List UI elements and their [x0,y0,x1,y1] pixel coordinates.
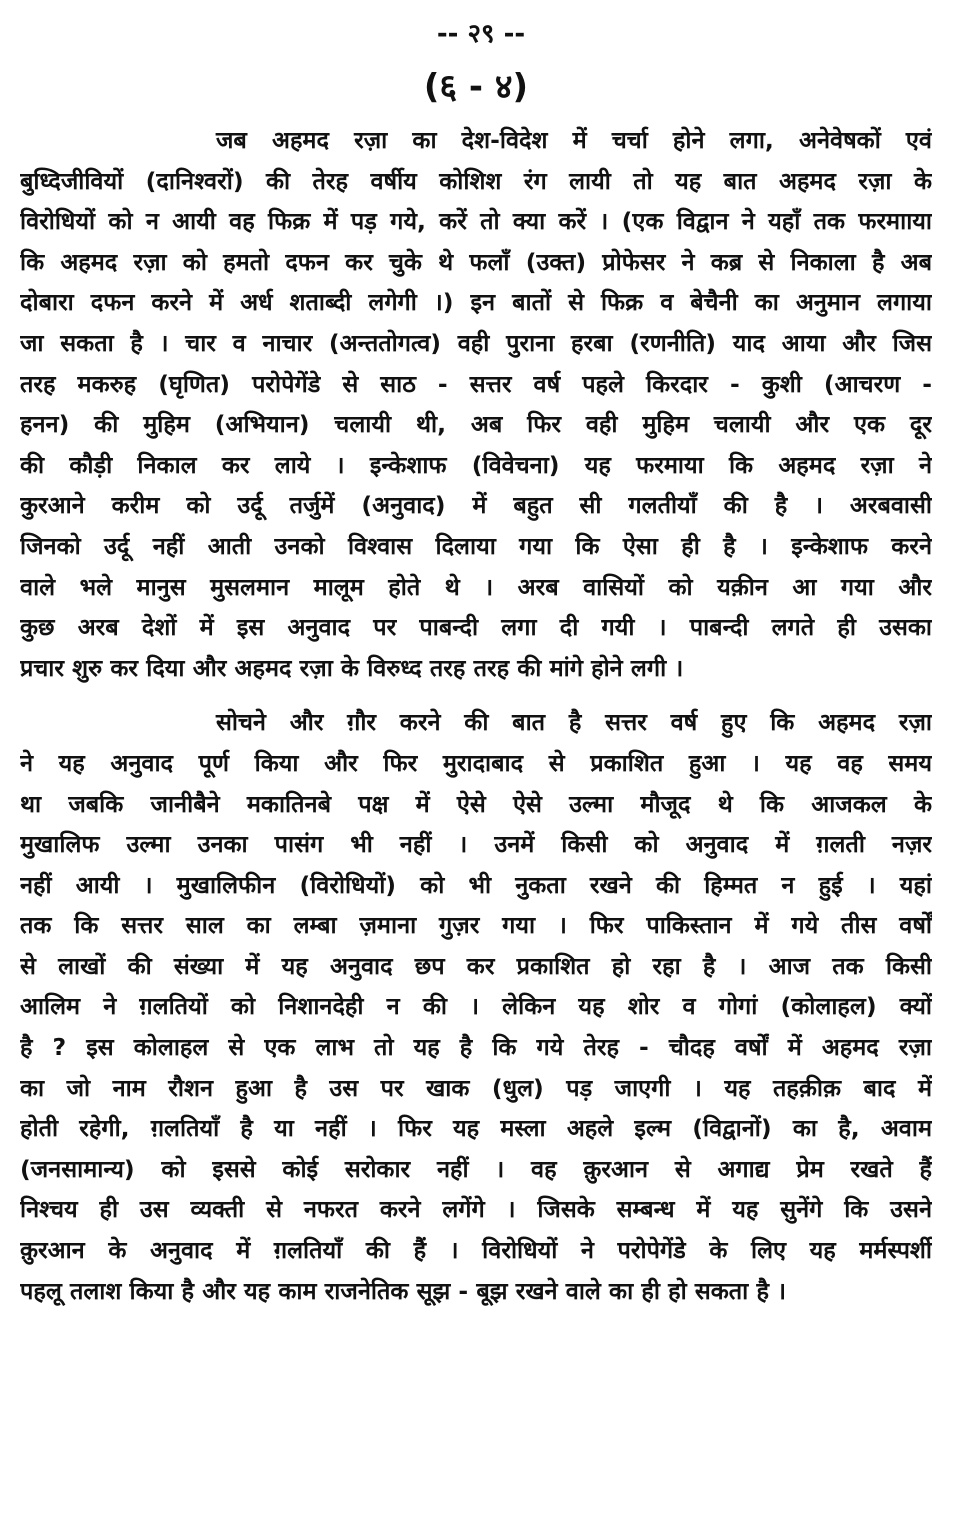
text-line: कुरआने करीम को उर्दू तर्जुमें (अनुवाद) में बहुत सी गलतीयाँ की है । अरबवासी [20,491,932,520]
text-line: होती रहेगी, ग़लतियाँ है या नहीं । फिर यह मस्ला अहले इल्म (विद्वानों) का है, अवाम [20,1114,932,1143]
text-line: जब अहमद रज़ा का देश-विदेश में चर्चा होने लगा, अनेवेषकों एवं [216,126,932,154]
text-line: विरोधियों को न आयी वह फिक्र में पड़ गये, करें तो क्या करें । (एक विद्वान ने यहाँ तक फरमााया [20,207,932,236]
text-line: निश्चय ही उस व्यक्ती से नफरत करने लगेंगे । जिसके सम्बन्ध में यह सुनेंगे कि उसने [20,1195,932,1224]
text-line: जिनको उर्दू नहीं आती उनको विश्वास दिलाया गया कि ऐसा ही है । इन्केशाफ करने [20,531,932,560]
text-line: बुध्दिजीवियों (दानिश्वरों) की तेरह वर्षीय कोशिश रंग लायी तो यह बात अहमद रज़ा के [20,166,932,195]
text-line: तरह मकरुह (घृणित) परोपेगेंडे से साठ - सत्तर वर्ष पहले किरदार - कुशी (आचरण - [20,369,932,398]
text-line: आलिम ने ग़लतियों को निशानदेही न की । लेकिन यह शोर व गोगां (कोलाहल) क्यों [20,992,932,1021]
text-line: (जनसामान्य) को इससे कोई सरोकार नहीं । वह क़ुरआन से अगाद्य प्रेम रखते हैं [20,1154,932,1183]
text-line: की कौड़ी निकाल कर लाये । इन्केशाफ (विवेचना) यह फरमाया कि अहमद रज़ा ने [20,450,932,479]
text-line: पहलू तलाश किया है और यह काम राजनेतिक सूझ - बूझ रखने वाले का ही हो सकता है । [20,1276,787,1305]
text-line: का जो नाम रौशन हुआ है उस पर खाक (धुल) पड़ जाएगी । यह तहक़ीक़ बाद में [20,1073,932,1102]
text-line: वाले भले मानुस मुसलमान मालूम होते थे । अरब वासियों को यक़ीन आ गया और [20,572,932,601]
text-line: क़ुरआन के अनुवाद में ग़लतियाँ की हैं । विरोधियों ने परोपेगेंडे के लिए यह मर्मस्पर्शी [20,1236,932,1265]
text-line: दोबारा दफन करने में अर्ध शताब्दी लगेगी ।) इन बातों से फिक्र व बेचैनी का अनुमान लगाया [20,288,932,317]
paragraph-2 [20,702,932,1311]
text-line: हनन) की मुहिम (अभियान) चलायी थी, अब फिर वही मुहिम चलायी और एक दूर [20,410,932,439]
text-line: है ? इस कोलाहल से एक लाभ तो यह है कि गये तेरह - चौदह वर्षों में अहमद रज़ा [20,1033,932,1062]
text-line: ने यह अनुवाद पूर्ण किया और फिर मुरादाबाद से प्रकाशित हुआ । यह वह समय [20,748,932,777]
text-line: जा सकता है । चार व नाचार (अन्ततोगत्व) वही पुराना हरबा (रणनीति) याद आया और जिस [20,328,932,357]
section-heading: (६ - ४) [423,67,529,107]
text-line: सोचने और ग़ौर करने की बात है सत्तर वर्ष हुए कि अहमद रज़ा [216,708,932,737]
text-line: नहीं आयी । मुखालिफीन (विरोधियों) को भी नुकता रखने की हिम्मत न हुई । यहां [20,870,932,899]
text-line: कुछ अरब देशों में इस अनुवाद पर पाबन्दी लगा दी गयी । पाबन्दी लगते ही उसका [20,613,932,642]
text-line: प्रचार शुरु कर दिया और अहमद रज़ा के विरुध्द तरह तरह की मांगे होने लगी । [20,653,684,682]
text-line: तक कि सत्तर साल का लम्बा ज़माना गुज़र गया । फिर पाकिस्तान में गये तीस वर्षों [20,911,932,940]
paragraph-1 [20,120,932,688]
text-line: था जबकि जानीबैने मकातिनबे पक्ष में ऐसे ऐसे उल्मा मौजूद थे कि आजकल के [20,789,932,818]
text-line: कि अहमद रज़ा को हमतो दफन कर चुके थे फलाँ (उक्त) प्रोफेसर ने कब्र से निकाला है अब [20,247,932,276]
page-number: -- २९ -- [436,19,526,49]
text-line: मुखालिफ उल्मा उनका पासंग भी नहीं । उनमें किसी को अनुवाद में ग़लती नज़र [20,830,932,859]
text-line: से लाखों की संख्या में यह अनुवाद छप कर प्रकाशित हो रहा है । आज तक किसी [20,951,932,980]
